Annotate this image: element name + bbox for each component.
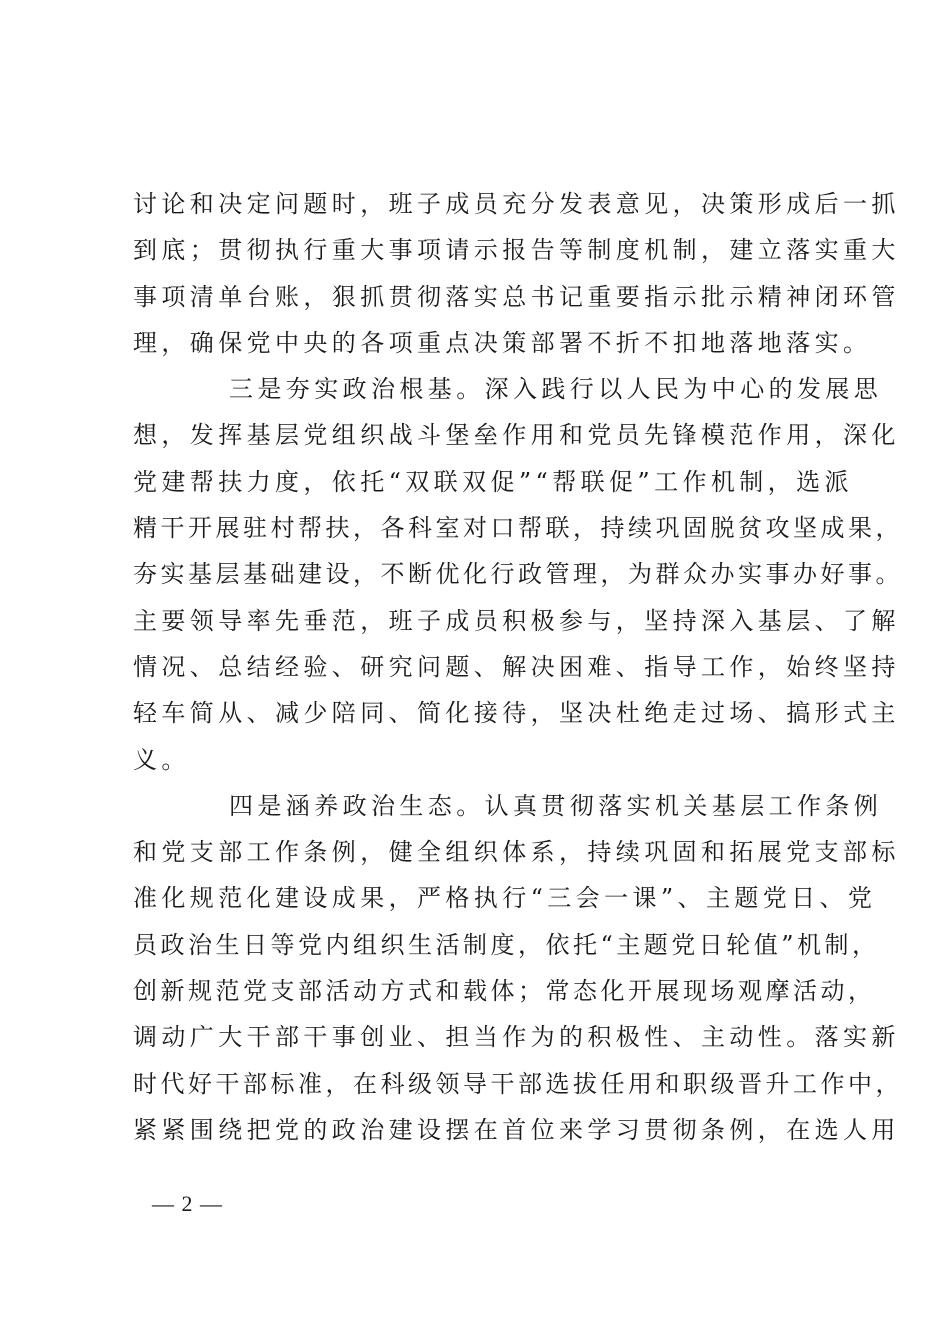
text-line: 情况、总结经验、研究问题、解决困难、指导工作，始终坚持 xyxy=(133,652,900,681)
text-line: 创新规范党支部活动方式和载体；常态化开展现场观摩活动， xyxy=(133,977,876,1006)
page-number: — 2 — xyxy=(152,1191,223,1216)
text-line: 轻车简从、减少陪同、简化接待，坚决杜绝走过场、搞形式主 xyxy=(133,699,900,728)
text-line: 到底；贯彻执行重大事项请示报告等制度机制，建立落实重大 xyxy=(133,236,900,265)
text-line: 和党支部工作条例，健全组织体系，持续巩固和拓展党支部标 xyxy=(133,838,900,867)
text-line: 紧紧围绕把党的政治建设摆在首位来学习贯彻条例，在选人用 xyxy=(133,1115,900,1144)
text-line: 准化规范化建设成果，严格执行“三会一课”、主题党日、党 xyxy=(133,884,877,913)
paragraph-heading-line: 三是夯实政治根基。深入践行以人民为中心的发展思 xyxy=(229,375,883,404)
text-line: 理，确保党中央的各项重点决策部署不折不扣地落地落实。 xyxy=(133,328,872,357)
text-line: 想，发挥基层党组织战斗堡垒作用和党员先锋模范作用，深化 xyxy=(133,421,900,450)
text-line: 员政治生日等党内组织生活制度，依托“主题党日轮值”机制， xyxy=(133,930,880,959)
text-line: 党建帮扶力度，依托“双联双促”“帮联促”工作机制，选派 xyxy=(133,467,853,496)
text-line: 主要领导率先垂范，班子成员积极参与，坚持深入基层、了解 xyxy=(133,606,900,635)
text-line: 义。 xyxy=(133,745,190,774)
body-text xyxy=(133,181,903,1153)
text-line: 夯实基层基础建设，不断优化行政管理，为群众办实事办好事。 xyxy=(133,560,903,589)
text-line: 时代好干部标准，在科级领导干部选拔任用和职级晋升工作中， xyxy=(133,1069,903,1098)
text-line: 调动广大干部干事创业、担当作为的积极性、主动性。落实新 xyxy=(133,1023,900,1052)
text-line: 事项清单台账，狠抓贯彻落实总书记重要指示批示精神闭环管 xyxy=(133,282,900,311)
text-line: 精干开展驻村帮扶，各科室对口帮联，持续巩固脱贫攻坚成果， xyxy=(133,514,903,543)
paragraph-heading-line: 四是涵养政治生态。认真贯彻落实机关基层工作条例 xyxy=(229,791,883,820)
text-line: 讨论和决定问题时，班子成员充分发表意见，决策形成后一抓 xyxy=(133,190,900,218)
